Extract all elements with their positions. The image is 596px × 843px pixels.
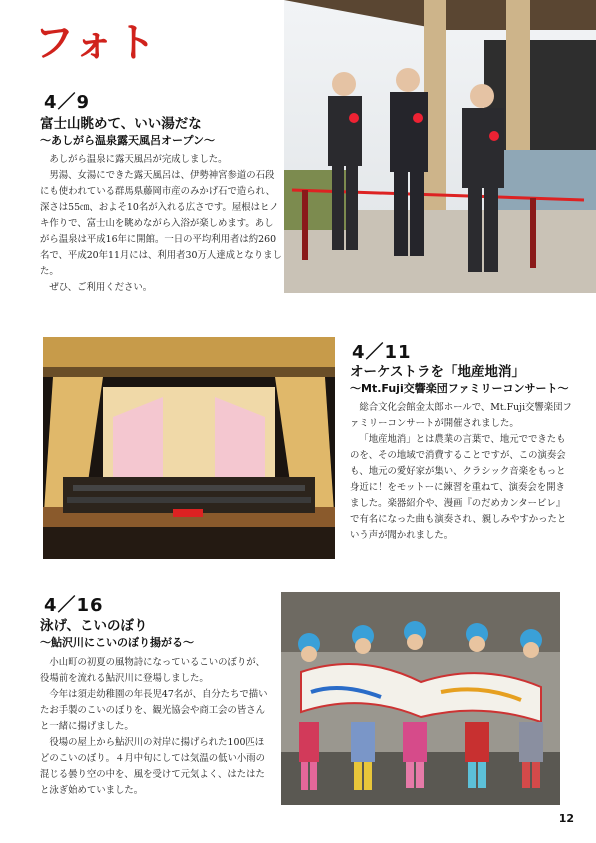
article-paragraph: ぜひ、ご利用ください。	[49, 282, 153, 293]
article-subhead: 〜鮎沢川にこいのぼり揚がる〜	[40, 636, 194, 649]
article-paragraph: 役場の屋上から鮎沢川の対岸に揚げられた100匹ほどのこいのぼり。４月中旬にしては気温の低い小雨の混じる曇り空の中を、風を受けて元気よく、はたはたと泳ぎ始めていました。	[40, 737, 266, 796]
article-paragraph: 総合文化会館金太郎ホールで、Mt.Fuji交響楽団ファミリーコンサートが開催されました。	[350, 402, 572, 429]
article-paragraph: 「地産地消」とは農業の言葉で、地元でできたものを、その地域で消費することですが、この演奏会も、地元の愛好家が集い、クラシック音楽をもっと身近に！をモットーに練習を重ねて、演奏会を開きました。楽器紹介や、漫画『のだめカンタービレ』で有名になった曲も演奏され、親しみやすかったという声が聞かれました。	[350, 434, 567, 541]
article-body	[40, 152, 282, 296]
article-body	[350, 400, 572, 544]
article-paragraph: あしがら温泉に露天風呂が完成しました。	[49, 154, 228, 165]
article-subhead: 〜Mt.Fuji交響楽団ファミリーコンサート〜	[350, 382, 569, 395]
children-koinobori-photo	[281, 592, 560, 805]
article-date: 4／9	[44, 92, 91, 113]
article-headline: 富士山眺めて、いい湯だな	[40, 116, 202, 132]
article-headline: 泳げ、こいのぼり	[40, 618, 148, 634]
page-title: フォト	[34, 20, 158, 66]
article-body	[40, 655, 270, 799]
page-number: 12	[558, 812, 574, 825]
article-headline: オーケストラを「地産地消」	[350, 364, 525, 380]
article-paragraph: 小山町の初夏の風物詩になっているこいのぼりが、役場前を流れる鮎沢川に登場しました。	[40, 657, 266, 684]
article-subhead: 〜あしがら温泉露天風呂オープン〜	[40, 134, 216, 147]
article-paragraph: 男湯、女湯にできた露天風呂は、伊勢神宮参道の石段にも使われている群馬県藤岡市産のみかげ石で造られ、深さは55㎝、およそ10名が入れる広さです。屋根はヒノキ作りで、富士山を眺めながら入浴が楽しめます。あしがら温泉は平成16年に開館。一日の平均利用者は約260名で、平成20年11月には、利用者30万人達成となりました。	[40, 170, 282, 277]
orchestra-photo	[43, 337, 335, 559]
article-date: 4／11	[352, 342, 412, 363]
ribbon-cutting-photo	[284, 0, 596, 293]
article-date: 4／16	[44, 595, 104, 616]
article-paragraph: 今年は須走幼稚園の年長児47名が、自分たちで描いたお手製のこいのぼりを、観光協会や商工会の皆さんと一緒に揚げました。	[40, 689, 268, 732]
